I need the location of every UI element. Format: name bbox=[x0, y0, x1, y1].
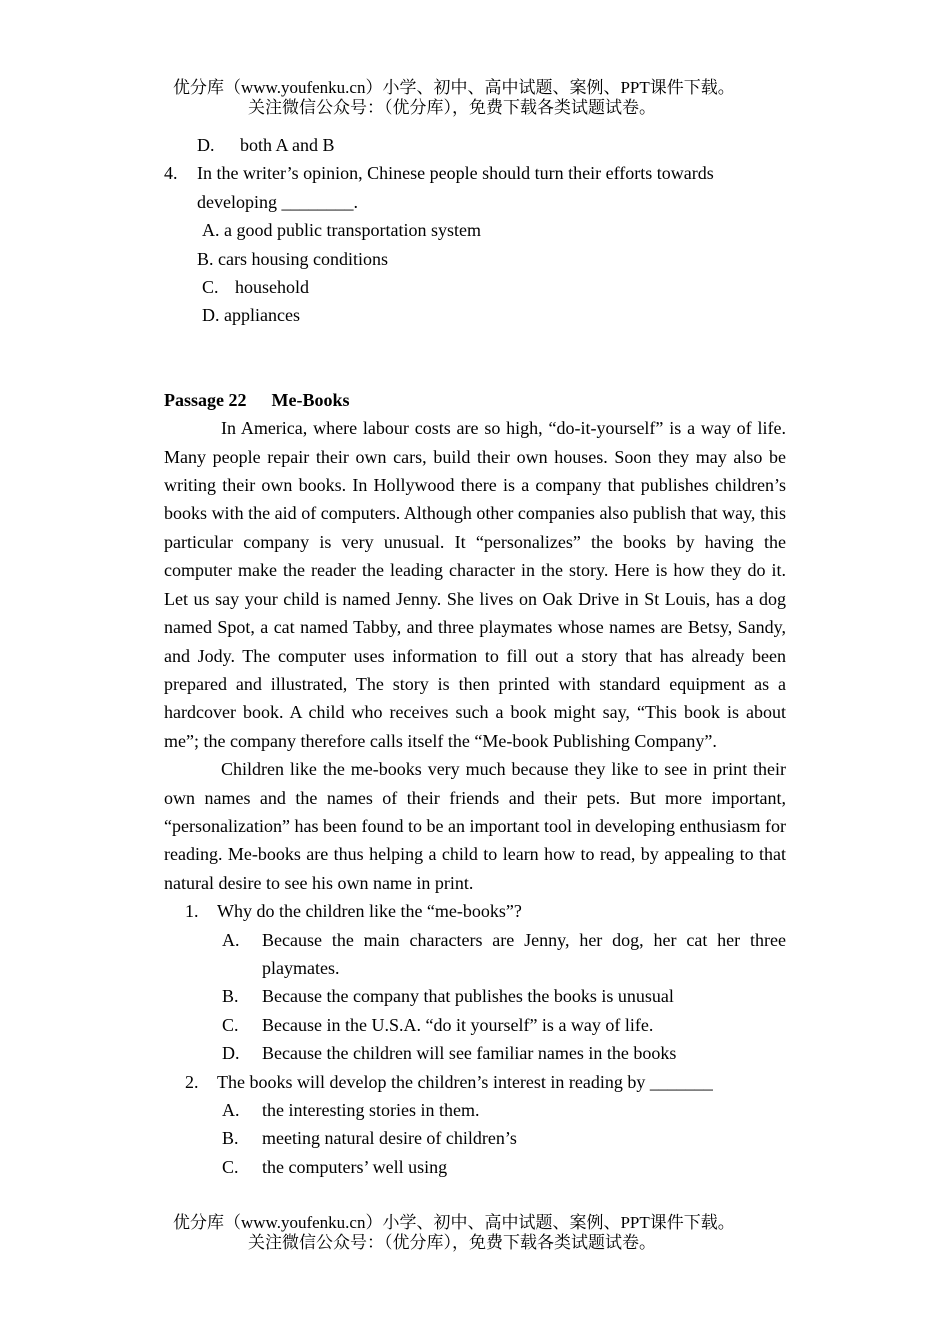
option-text: meeting natural desire of children’s bbox=[262, 1128, 517, 1149]
option-text: the computers’ well using bbox=[262, 1156, 448, 1177]
question-4-continuation: developing ________. bbox=[197, 191, 358, 212]
q1-option-c bbox=[164, 1011, 786, 1039]
option-letter: C. bbox=[202, 277, 219, 298]
passage-name: Me-Books bbox=[271, 389, 350, 410]
page-footer bbox=[0, 1213, 950, 1253]
question-text: In the writer’s opinion, Chinese people should turn their efforts towards bbox=[197, 163, 714, 184]
footer-line-2: 关注微信公众号：（优分库），免费下载各类试题试卷。 bbox=[248, 1233, 656, 1252]
passage-title bbox=[164, 386, 786, 414]
question-number: 4. bbox=[164, 163, 178, 184]
option-text: the interesting stories in them. bbox=[262, 1100, 480, 1120]
question-number: 2. bbox=[185, 1071, 199, 1092]
q4-option-a: A. a good public transportation system bbox=[202, 220, 481, 241]
header-line-1: 优分库（www.youfenku.cn）小学、初中、高中试题、案例、PPT课件下载。 bbox=[173, 78, 735, 97]
q4-option-b: B. cars housing conditions bbox=[197, 248, 388, 269]
question-4 bbox=[164, 159, 786, 187]
q2-option-b bbox=[164, 1124, 786, 1152]
question-number: 1. bbox=[185, 901, 199, 922]
option-text: Because the main characters are Jenny, her dog, her cat her three playmates. bbox=[262, 929, 786, 978]
document-body bbox=[164, 131, 786, 1181]
q2-option-a bbox=[164, 1096, 786, 1124]
passage-paragraph-2: Children like the me-books very much because they like to see in print their own names and the names of their friends and their pets. But more important, “personalization” has been found to be an important tool in developing enthusiasm for reading. Me-books are thus helping a child to learn how to read, by appealing to that natural desire to see his own name in print. bbox=[164, 759, 786, 893]
option-text: Because in the U.S.A. “do it yourself” is a way of life. bbox=[262, 1014, 654, 1035]
option-text: both A and B bbox=[240, 135, 335, 155]
question-2 bbox=[164, 1068, 786, 1096]
option-letter: C. bbox=[222, 1156, 239, 1177]
option-text: household bbox=[235, 277, 309, 298]
option-letter: B. bbox=[222, 1128, 239, 1149]
passage-paragraph-1: In America, where labour costs are so high, “do-it-yourself” is a way of life. Many people repair their own cars, build their own houses. Soon they may also be writing their own books. In Hollywood there is a company that publishes children’s books with the aid of computers. Although other companies also publish that way, this particular company is very unusual. It “personalizes” the books by having the computer make the reader the leading character in the story. Here is how they do it. Let us say your child is named Jenny. She lives on Oak Drive in St Louis, has a dog named Spot, a cat named Tabby, and three playmates whose names are Betsy, Sandy, and Jody. The computer uses information to fill out a story that has already been prepared and illustrated, The story is then printed with standard equipment as a hardcover book. A child who receives such a book might say, “This book is about me”; the company therefore calls itself the “Me-book Publishing Company”. bbox=[164, 418, 786, 751]
q1-option-d bbox=[164, 1039, 786, 1067]
prev-option-d bbox=[164, 131, 786, 159]
option-letter: A. bbox=[222, 1100, 240, 1120]
option-letter: B. bbox=[222, 986, 239, 1007]
option-text: Because the children will see familiar names in the books bbox=[262, 1043, 677, 1064]
spacer bbox=[164, 330, 786, 386]
page-header bbox=[0, 78, 950, 118]
question-text: The books will develop the children’s interest in reading by _______ bbox=[217, 1071, 713, 1092]
q4-option-d: D. appliances bbox=[202, 305, 300, 326]
option-letter: C. bbox=[222, 1014, 239, 1035]
option-letter: A. bbox=[222, 929, 240, 950]
option-letter: D. bbox=[222, 1043, 240, 1064]
header-line-2: 关注微信公众号：（优分库），免费下载各类试题试卷。 bbox=[248, 98, 656, 117]
option-letter: D. bbox=[197, 135, 215, 155]
q1-option-b bbox=[164, 982, 786, 1010]
question-text: Why do the children like the “me-books”? bbox=[217, 901, 522, 922]
q1-option-a bbox=[164, 926, 786, 983]
q2-option-c bbox=[164, 1153, 786, 1181]
option-text: Because the company that publishes the books is unusual bbox=[262, 986, 674, 1007]
passage-label: Passage 22 bbox=[164, 389, 247, 410]
question-1 bbox=[164, 897, 786, 925]
q4-option-c bbox=[164, 273, 786, 301]
footer-line-1: 优分库（www.youfenku.cn）小学、初中、高中试题、案例、PPT课件下载。 bbox=[173, 1213, 735, 1232]
